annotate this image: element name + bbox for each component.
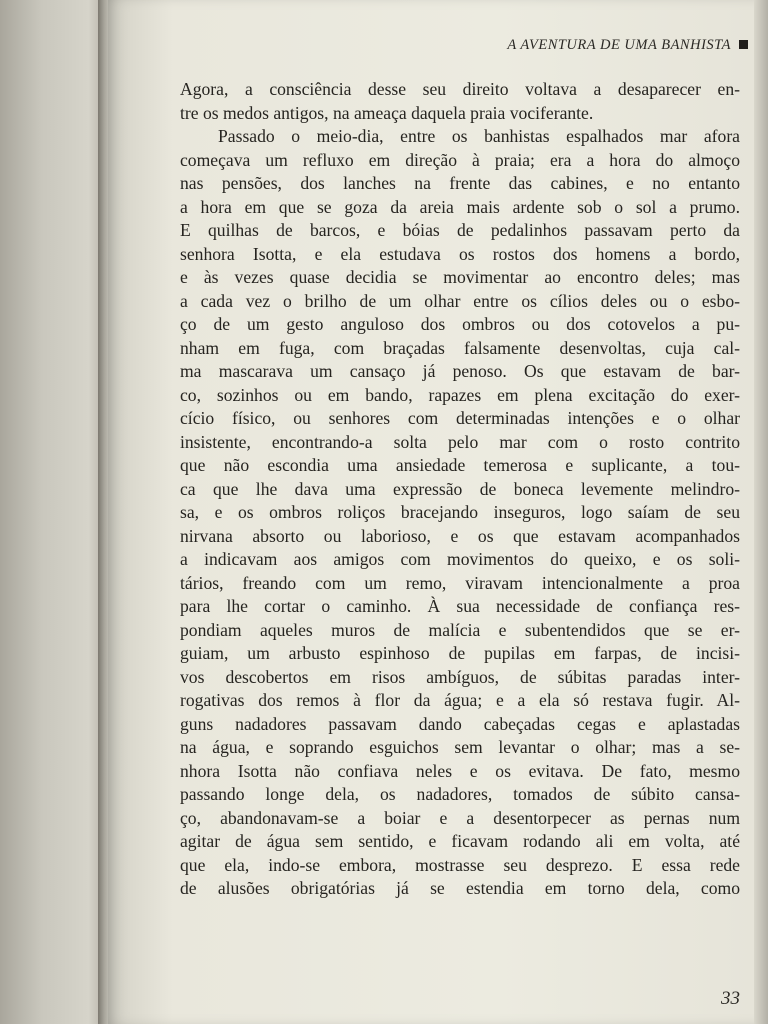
text-line: E quilhas de barcos, e bóias de pedalinhos passavam perto da xyxy=(180,220,740,240)
text-line: co, sozinhos ou em bando, rapazes em plena excitação do exer- xyxy=(180,384,740,405)
text-line: passando longe dela, os nadadores, tomados de súbito cansa- xyxy=(180,784,740,804)
page-edge-right xyxy=(754,0,768,1024)
text-line: a cada vez o brilho de um olhar entre os cílios deles ou o esbo- xyxy=(180,290,740,311)
text-line: ma mascarava um cansaço já penoso. Os que estavam de bar- xyxy=(180,361,740,381)
text-line: tários, freando com um remo, viravam intencionalmente a proa xyxy=(180,572,740,593)
text-line: rogativas dos remos à flor da água; e a ela só restava fugir. Al- xyxy=(180,690,740,710)
running-head-text: A AVENTURA DE UMA BANHISTA xyxy=(507,37,731,53)
body-text xyxy=(180,78,740,901)
page-number: 33 xyxy=(721,988,740,1009)
text-line: tre os medos antigos, na ameaça daquela praia vociferante. xyxy=(180,102,594,123)
text-line: insistente, encontrando-a solta pelo mar com o rosto contrito xyxy=(180,431,740,452)
text-line: nirvana absorto ou laborioso, e os que estavam acompanhados xyxy=(180,525,740,546)
text-line: nas pensões, dos lanches na frente das cabines, e no entanto xyxy=(180,173,740,193)
facing-page-edge xyxy=(0,0,104,1024)
text-line: guns nadadores passavam dando cabeçadas cegas e aplastadas xyxy=(180,713,740,734)
text-line: para lhe cortar o caminho. À sua necessidade de confiança res- xyxy=(180,596,740,616)
text-line: pondiam aqueles muros de malícia e subentendidos que se er- xyxy=(180,619,740,640)
text-line: ca que lhe dava uma expressão de boneca levemente melindro- xyxy=(180,478,740,499)
text-line: e às vezes quase decidia se movimentar ao encontro deles; mas xyxy=(180,267,740,287)
text-line: Passado o meio-dia, entre os banhistas espalhados mar afora xyxy=(218,126,740,146)
text-line: na água, e soprando esguichos sem levantar o olhar; mas a se- xyxy=(180,737,740,757)
text-line: ço, abandonavam-se a boiar e a desentorpecer as pernas num xyxy=(180,807,740,828)
text-line: de alusões obrigatórias já se estendia em torno dela, como xyxy=(180,878,740,898)
text-line: agitar de água sem sentido, e ficavam rodando ali em volta, até xyxy=(180,831,740,851)
text-line: senhora Isotta, e ela estudava os rostos dos homens a bordo, xyxy=(180,243,740,264)
text-line: começava um refluxo em direção à praia; era a hora do almoço xyxy=(180,149,740,170)
square-ornament-icon xyxy=(739,40,748,49)
text-line: que ela, indo-se embora, mostrasse seu desprezo. E essa rede xyxy=(180,854,740,875)
text-line: cício físico, ou senhores com determinadas intenções e o olhar xyxy=(180,408,740,428)
text-line: nham em fuga, com braçadas falsamente desenvoltas, cuja cal- xyxy=(180,337,740,358)
text-line: Agora, a consciência desse seu direito voltava a desaparecer en- xyxy=(180,79,740,99)
text-line: a indicavam aos amigos com movimentos do queixo, e os soli- xyxy=(180,549,740,569)
text-line: a hora em que se goza da areia mais ardente sob o sol a prumo. xyxy=(180,196,740,217)
text-line: vos descobertos em risos ambíguos, de súbitas paradas inter- xyxy=(180,666,740,687)
text-line: sa, e os ombros roliços bracejando inseguros, logo saíam de seu xyxy=(180,502,740,522)
text-line: nhora Isotta não confiava neles e os evitava. De fato, mesmo xyxy=(180,760,740,781)
text-line: ço de um gesto anguloso dos ombros ou dos cotovelos a pu- xyxy=(180,314,740,334)
running-head xyxy=(300,37,748,54)
text-line: que não escondia uma ansiedade temerosa e suplicante, a tou- xyxy=(180,455,740,475)
text-line: guiam, um arbusto espinhoso de pupilas em farpas, de incisi- xyxy=(180,643,740,663)
